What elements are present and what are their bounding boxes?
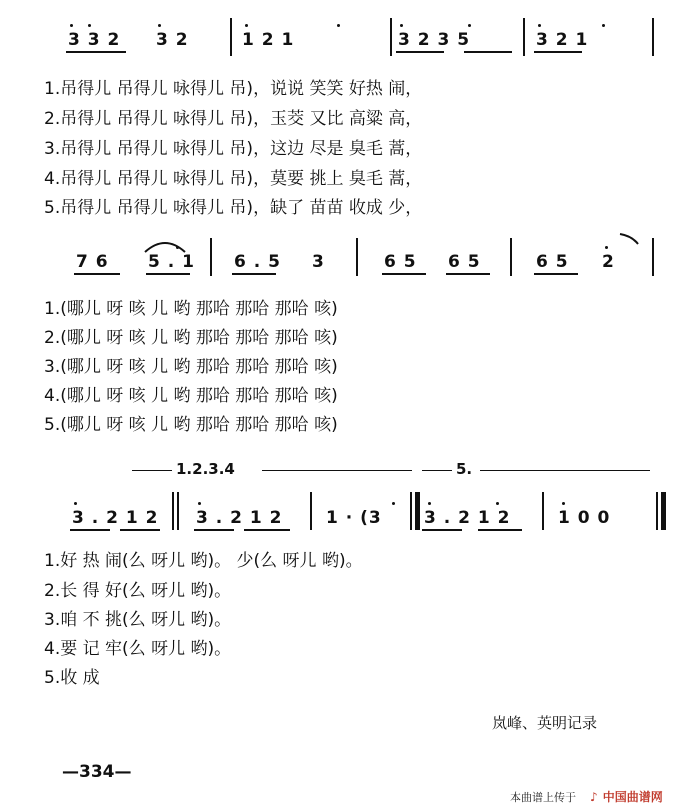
note-group: 3 . 2 1 2 [72, 508, 159, 528]
bar-line [356, 238, 358, 276]
note-group: 7 6 [76, 252, 109, 272]
bar-line [177, 492, 179, 530]
lyric-line: 4.(哪儿 呀 咳 儿 哟 那哈 那哈 那哈 咳) [44, 386, 338, 406]
note-group: 3 . 2 1 2 [424, 508, 511, 528]
note-group: 6 5 [448, 252, 481, 272]
volta-bracket-line [480, 470, 650, 471]
note-group: 2 [602, 252, 615, 272]
volta-label: 5. [456, 460, 473, 478]
note-group: 3 2 [156, 30, 189, 50]
bar-line [652, 18, 654, 56]
bar-line [210, 238, 212, 276]
note-group: 3 2 1 [536, 30, 589, 50]
note-group: 6 . 5 [234, 252, 281, 272]
lyric-line: 1.好 热 闹(么 呀儿 哟)。 少(么 呀儿 哟)。 [44, 551, 363, 571]
lyric-line: 3.(哪儿 呀 咳 儿 哟 那哈 那哈 那哈 咳) [44, 357, 338, 377]
lyric-line: 4.吊得儿 吊得儿 咏得儿 吊)，莫要 挑上 臭毛 蒿， [44, 169, 423, 189]
volta-bracket-line [422, 470, 452, 471]
octave-dot [70, 24, 73, 27]
lyric-line: 1.吊得儿 吊得儿 咏得儿 吊)，说说 笑笑 好热 闹， [44, 79, 423, 99]
octave-dot [337, 24, 340, 27]
lyric-line: 5.(哪儿 呀 咳 儿 哟 那哈 那哈 那哈 咳) [44, 415, 338, 435]
beam [194, 529, 234, 531]
upload-note: 本曲谱上传于 [510, 791, 576, 804]
octave-dot [428, 502, 431, 505]
lyric-line: 2.吊得儿 吊得儿 咏得儿 吊)，玉茭 又比 高粱 高， [44, 109, 423, 129]
page-number: —334— [62, 762, 132, 782]
note-group: 6 5 [384, 252, 417, 272]
final-bar [656, 492, 658, 530]
octave-dot [158, 24, 161, 27]
note-group: 6 5 [536, 252, 569, 272]
lyric-line: 2.长 得 好(么 呀儿 哟)。 [44, 581, 232, 601]
music-note-icon: ♪ [590, 790, 598, 804]
slur-mark [142, 236, 188, 254]
beam [464, 51, 512, 53]
beam [396, 51, 444, 53]
beam [478, 529, 522, 531]
octave-dot [198, 502, 201, 505]
octave-dot [88, 24, 91, 27]
octave-dot [74, 502, 77, 505]
note-group: 3 [312, 252, 325, 272]
octave-dot [400, 24, 403, 27]
note-group: 3 3 2 [68, 30, 121, 50]
beam [70, 529, 110, 531]
note-group: 1 · (3 [326, 508, 382, 528]
transcriber-credit: 岚峰、英明记录 [492, 714, 598, 732]
note-group: 3 . 2 1 2 [196, 508, 283, 528]
octave-dot [392, 502, 395, 505]
bar-line [390, 18, 392, 56]
repeat-bar [415, 492, 420, 530]
octave-dot [562, 502, 565, 505]
bar-line [310, 492, 312, 530]
final-bar [661, 492, 666, 530]
beam [534, 273, 578, 275]
volta-bracket-line [262, 470, 412, 471]
beam [66, 51, 126, 53]
beam [446, 273, 490, 275]
octave-dot [605, 246, 608, 249]
bar-line [172, 492, 174, 530]
octave-dot [538, 24, 541, 27]
beam [74, 273, 120, 275]
lyric-line: 5.吊得儿 吊得儿 咏得儿 吊)，缺了 苗苗 收成 少， [44, 198, 423, 218]
bar-line [652, 238, 654, 276]
repeat-bar [410, 492, 412, 530]
lyric-line: 1.(哪儿 呀 咳 儿 哟 那哈 那哈 那哈 咳) [44, 299, 338, 319]
volta-bracket-line [132, 470, 172, 471]
octave-dot [176, 246, 179, 249]
octave-dot [245, 24, 248, 27]
note-group: 3 2 3 5 [398, 30, 471, 50]
beam [244, 529, 290, 531]
beam [534, 51, 582, 53]
lyric-line: 3.吊得儿 吊得儿 咏得儿 吊)，这边 尽是 臭毛 蒿， [44, 139, 423, 159]
volta-label: 1.2.3.4 [176, 460, 235, 478]
lyric-line: 3.咱 不 挑(么 呀儿 哟)。 [44, 610, 232, 630]
beam [146, 273, 190, 275]
note-group: 5 . 1 [148, 252, 195, 272]
beam [120, 529, 160, 531]
lyric-line: 5.收 成 [44, 668, 100, 688]
bar-line [510, 238, 512, 276]
lyric-line: 2.(哪儿 呀 咳 儿 哟 那哈 那哈 那哈 咳) [44, 328, 338, 348]
bar-line [542, 492, 544, 530]
beam [422, 529, 462, 531]
bar-line [230, 18, 232, 56]
octave-dot [496, 502, 499, 505]
octave-dot [602, 24, 605, 27]
site-logo [590, 786, 663, 805]
note-group: 1 2 1 [242, 30, 295, 50]
bar-line [523, 18, 525, 56]
octave-dot [468, 24, 471, 27]
beam [382, 273, 426, 275]
beam [232, 273, 276, 275]
tie-mark [618, 232, 642, 246]
site-name: 中国曲谱网 [602, 790, 663, 804]
lyric-line: 4.要 记 牢(么 呀儿 哟)。 [44, 639, 232, 659]
note-group: 1 0 0 [558, 508, 611, 528]
